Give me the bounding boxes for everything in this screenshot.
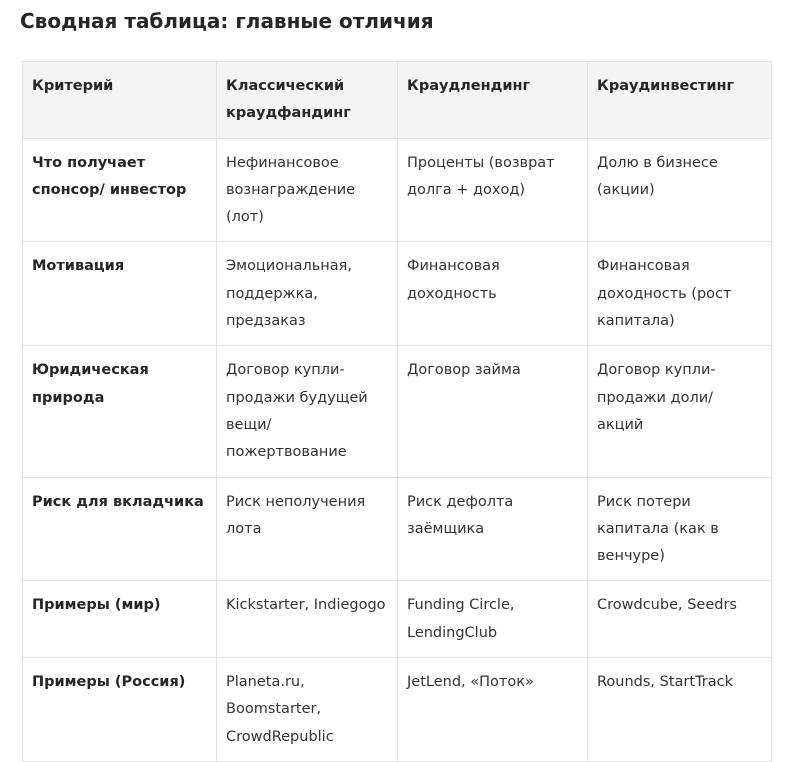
table-row [23, 477, 772, 581]
table-cell: Долю в бизнесе (акции) [588, 138, 772, 242]
table-row [23, 581, 772, 658]
table-cell: Проценты (возврат долга + доход) [398, 138, 588, 242]
table-cell: Нефинансовое вознаграждение (лот) [217, 138, 398, 242]
header-cell-criterion: Критерий [23, 62, 217, 139]
criterion-cell: Риск для вкладчика [23, 477, 217, 581]
table-cell: Эмоциональная, поддержка, предзаказ [217, 242, 398, 346]
table-cell: Финансовая доходность (рост капитала) [588, 242, 772, 346]
header-row [23, 62, 772, 139]
table-row [23, 658, 772, 762]
table-row [23, 346, 772, 477]
table-cell: Договор займа [398, 346, 588, 477]
table-cell: Funding Circle, LendingClub [398, 581, 588, 658]
table-cell: Rounds, StartTrack [588, 658, 772, 762]
table-body [23, 138, 772, 761]
page-title: Сводная таблица: главные отличия [20, 9, 434, 33]
table-cell: JetLend, «Поток» [398, 658, 588, 762]
table-row [23, 138, 772, 242]
criterion-cell: Юридическая природа [23, 346, 217, 477]
criterion-cell: Мотивация [23, 242, 217, 346]
table-row [23, 242, 772, 346]
table-cell: Kickstarter, Indiegogo [217, 581, 398, 658]
table-header [23, 62, 772, 139]
header-cell-crowdinvesting: Краудинвестинг [588, 62, 772, 139]
table-cell: Финансовая доходность [398, 242, 588, 346]
table-cell: Договор купли-продажи доли/ акций [588, 346, 772, 477]
criterion-cell: Что получает спонсор/ инвестор [23, 138, 217, 242]
table-cell: Crowdcube, Seedrs [588, 581, 772, 658]
header-cell-crowdlending: Краудлендинг [398, 62, 588, 139]
table-cell: Риск потери капитала (как в венчуре) [588, 477, 772, 581]
criterion-cell: Примеры (Россия) [23, 658, 217, 762]
comparison-table [22, 61, 772, 762]
header-cell-crowdfunding: Классический краудфандинг [217, 62, 398, 139]
table-cell: Риск неполучения лота [217, 477, 398, 581]
table-cell: Planeta.ru, Boomstarter, CrowdRepublic [217, 658, 398, 762]
table-cell: Договор купли-продажи будущей вещи/ пожертвование [217, 346, 398, 477]
criterion-cell: Примеры (мир) [23, 581, 217, 658]
table-cell: Риск дефолта заёмщика [398, 477, 588, 581]
